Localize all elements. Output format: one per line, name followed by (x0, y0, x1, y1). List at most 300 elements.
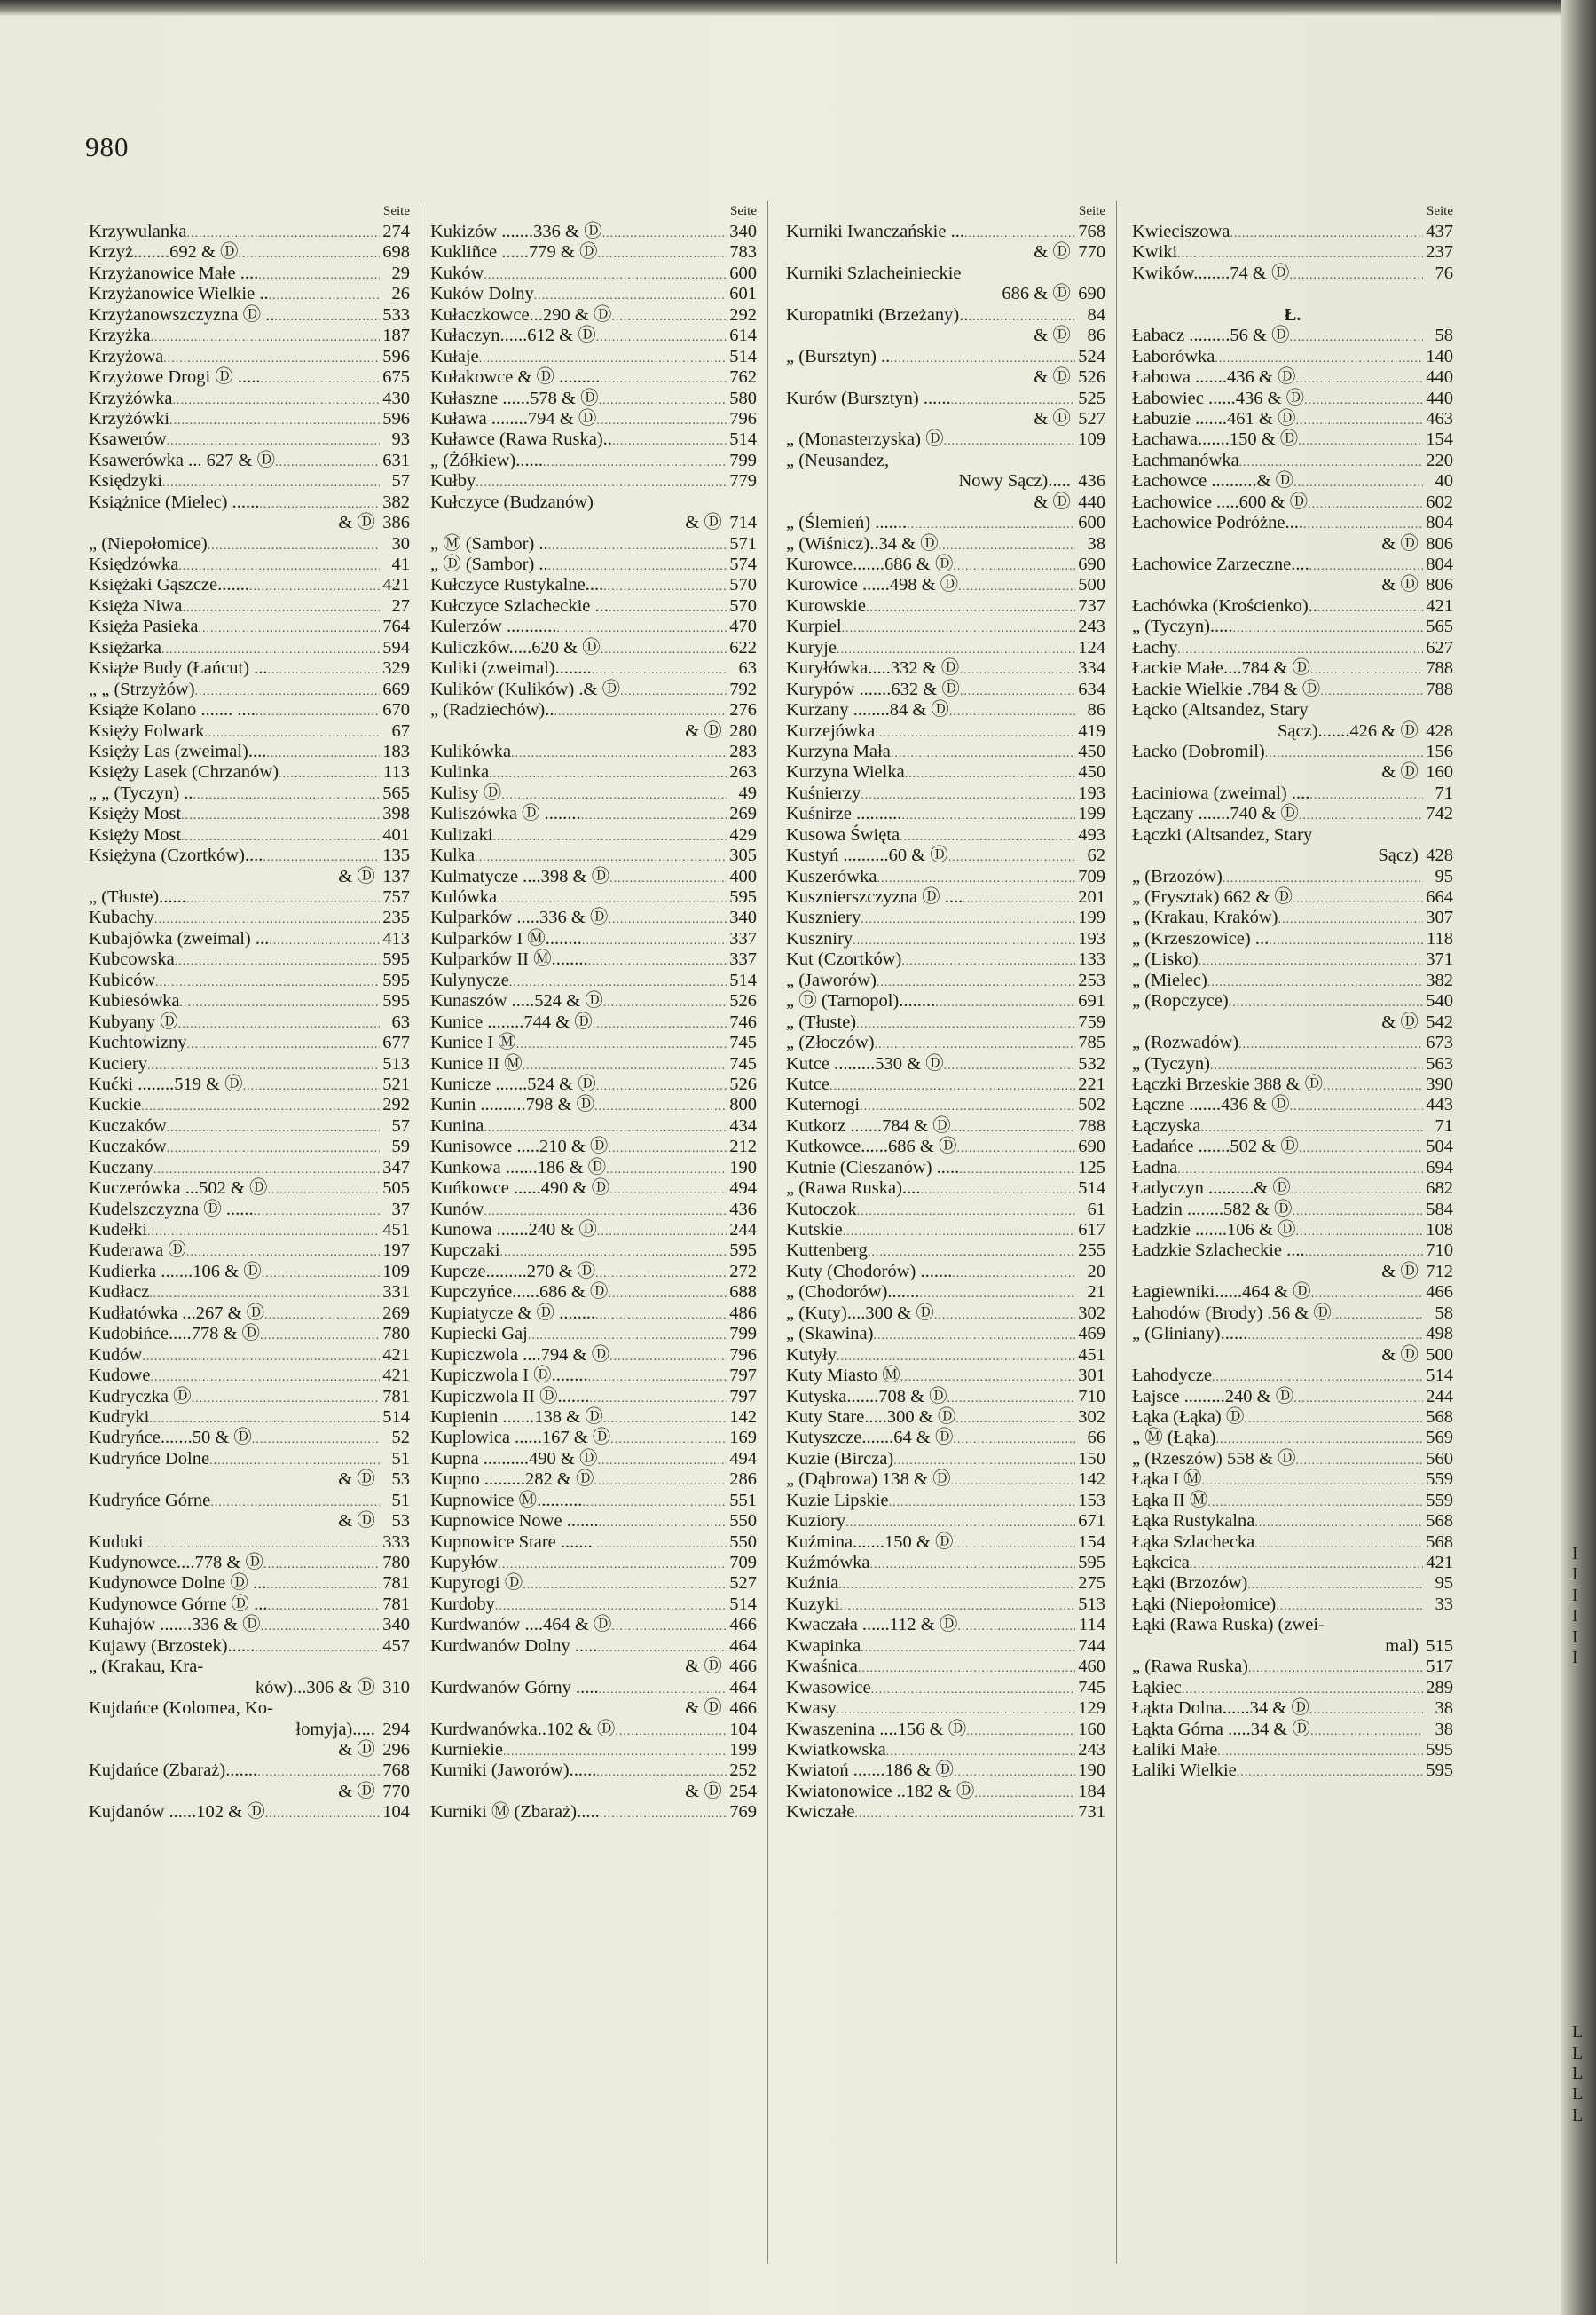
entry-name: Kurdwanówka..102 & Ⓓ (430, 1719, 616, 1739)
entry-name: Ksawerów (89, 429, 167, 450)
dot-leader (612, 431, 727, 452)
index-entry (786, 513, 1105, 533)
dot-leader (956, 1138, 1075, 1159)
page-reference: 183 (382, 741, 410, 761)
dot-leader (935, 993, 1075, 1013)
index-entry (1132, 991, 1453, 1012)
page-reference: 382 (382, 492, 410, 512)
page-reference: 788 (1426, 658, 1453, 679)
page-reference: 160 (1426, 762, 1453, 783)
index-entry (430, 658, 757, 679)
index-entry (430, 1282, 757, 1303)
entry-name: Kwiczałe (786, 1802, 855, 1823)
page-reference: 142 (729, 1406, 757, 1427)
index-entry (1132, 1137, 1453, 1157)
entry-name: Kupyłów (430, 1553, 499, 1572)
index-entry (430, 596, 757, 617)
index-entry (786, 1720, 1105, 1740)
entry-name: Księża Pasieka (89, 617, 199, 637)
page-reference: 569 (1426, 1428, 1453, 1448)
dot-leader (589, 1389, 727, 1409)
page-reference: 745 (729, 1033, 757, 1053)
index-entry (430, 1137, 757, 1157)
entry-name: Ładzkie Szlacheckie .... (1132, 1240, 1305, 1261)
page-reference: 601 (729, 284, 757, 304)
entry-name: Kunkowa .......186 & Ⓓ (430, 1157, 607, 1177)
entry-name: Kuszniry (786, 928, 853, 949)
entry-name: Kudowe (89, 1366, 151, 1386)
page-reference: 440 (1078, 492, 1105, 512)
entry-continuation (1132, 762, 1453, 783)
dot-leader (1233, 618, 1423, 639)
entry-name: Kuźmówka (786, 1553, 870, 1572)
page-reference: 52 (391, 1428, 410, 1448)
dot-leader (186, 224, 380, 244)
bleed-mark (1572, 1960, 1592, 1980)
dot-leader (153, 1160, 380, 1180)
index-entry (1132, 1387, 1453, 1407)
page-reference: 289 (1426, 1677, 1453, 1697)
entry-name: Nowy Sącz)..... (958, 471, 1071, 492)
index-entry (430, 242, 757, 263)
page-reference: 390 (1426, 1074, 1453, 1094)
bleed-mark: L (1572, 2063, 1584, 2083)
entry-continuation (430, 1782, 757, 1802)
dot-leader (548, 556, 727, 577)
dot-leader (258, 265, 380, 286)
index-entry (786, 1802, 1105, 1823)
dot-leader (528, 1326, 727, 1346)
page-reference: 307 (1426, 908, 1453, 928)
entry-name: Łąki (Rawa Ruska) (zwei- (1132, 1615, 1325, 1635)
dot-leader (957, 1617, 1075, 1637)
dot-leader (952, 1264, 1075, 1284)
page-reference: 517 (1426, 1657, 1453, 1677)
index-entry (430, 326, 757, 346)
entry-name: & Ⓓ (1034, 242, 1071, 263)
entry-name: Kułby (430, 471, 476, 492)
page-reference: 294 (382, 1719, 410, 1739)
index-entry (430, 825, 757, 846)
page-reference: 796 (729, 408, 757, 429)
index-entry (1132, 1303, 1453, 1324)
page-reference: 521 (382, 1074, 410, 1094)
page-reference: 63 (738, 658, 757, 679)
index-column-4 (1132, 201, 1453, 1782)
index-entry (786, 305, 1105, 326)
index-entry (786, 1282, 1105, 1303)
index-entry (1132, 1615, 1453, 1635)
entry-name: „ (Rzeszów) 558 & Ⓓ (1132, 1448, 1296, 1469)
index-entry (1132, 389, 1453, 409)
dot-leader (837, 1700, 1075, 1721)
entry-name: Ładzin ........582 & Ⓓ (1132, 1199, 1293, 1219)
dot-leader (602, 224, 727, 244)
page-reference: 464 (729, 1677, 757, 1697)
dot-leader (1295, 1222, 1423, 1242)
page-reference: 514 (729, 429, 757, 450)
page-reference: 690 (1078, 555, 1105, 574)
page-reference: 526 (729, 991, 757, 1012)
index-entry (786, 991, 1105, 1012)
index-entry (430, 1095, 757, 1115)
index-entry (1132, 326, 1453, 346)
dot-leader (900, 827, 1075, 847)
entry-name: Kuszniery (786, 908, 861, 928)
entry-name: Kunice I Ⓜ (430, 1033, 516, 1053)
entry-name: Kujdanów ......102 & Ⓓ (89, 1802, 265, 1823)
index-entry (430, 1491, 757, 1511)
page-reference: 199 (729, 1739, 757, 1760)
page-reference: 742 (1426, 804, 1453, 824)
column-divider (767, 201, 768, 2264)
entry-name: Łajsce .........240 & Ⓓ (1132, 1386, 1294, 1406)
entry-continuation (89, 1678, 410, 1698)
page-reference: 757 (382, 887, 410, 907)
dot-leader (1332, 1305, 1423, 1326)
index-entry (786, 638, 1105, 658)
dot-leader (1265, 744, 1423, 764)
dot-leader (1199, 951, 1423, 972)
entry-name: Księdzówka (89, 555, 179, 574)
entry-name: Kułaszne ......578 & Ⓓ (430, 388, 599, 408)
dot-leader (167, 1118, 380, 1138)
page-reference: 421 (382, 1366, 410, 1386)
entry-name: Krzyżowe Drogi Ⓓ ..... (89, 367, 261, 388)
index-entry (430, 1200, 757, 1220)
dot-leader (268, 1596, 380, 1617)
bleed-mark (1572, 1980, 1592, 2001)
seite-header: Seite (1079, 204, 1105, 218)
entry-name: „ Ⓜ (Sambor) .. (430, 533, 548, 554)
index-entry (1132, 1366, 1453, 1386)
page-reference: 540 (1426, 991, 1453, 1012)
index-entry (89, 305, 410, 326)
entry-name: & Ⓓ (1034, 367, 1071, 388)
entry-name: Kurowce.......686 & Ⓓ (786, 555, 954, 574)
page-reference: 797 (729, 1366, 757, 1386)
page-reference: 21 (1087, 1282, 1105, 1303)
page-reference: 84 (1087, 304, 1105, 325)
dot-leader (266, 744, 380, 764)
entry-name: Łachmanówka (1132, 450, 1239, 470)
page-reference: 38 (1435, 1719, 1453, 1739)
entry-name: „ (Brzozów) (1132, 866, 1223, 886)
index-entry (786, 1740, 1105, 1760)
index-entry (1132, 513, 1453, 533)
index-entry (89, 971, 410, 991)
index-entry (1132, 451, 1453, 471)
index-entry (430, 1760, 757, 1781)
entry-name: Kupna ..........490 & Ⓓ (430, 1448, 598, 1469)
index-entry (430, 1075, 757, 1095)
page-reference: 469 (1078, 1324, 1105, 1344)
entry-name: Kuckie (89, 1095, 142, 1115)
dot-leader (1295, 369, 1423, 390)
page-reference: 140 (1426, 346, 1453, 366)
entry-name: Kudłatówka ...267 & Ⓓ (89, 1303, 265, 1323)
page-reference: 193 (1078, 928, 1105, 949)
page-reference: 595 (1078, 1553, 1105, 1572)
index-entry (1132, 949, 1453, 970)
page-reference: 421 (1426, 595, 1453, 616)
index-entry (430, 1407, 757, 1428)
page-reference: 436 (729, 1199, 757, 1219)
dot-leader (147, 1056, 380, 1076)
dot-leader (252, 1429, 380, 1450)
entry-name: Kułakowce & Ⓓ ......... (430, 367, 601, 388)
entry-name: Ładańce .......502 & Ⓓ (1132, 1137, 1299, 1157)
dot-leader (154, 909, 380, 930)
entry-name: Kulerzów ........... (430, 617, 557, 637)
entry-name: Łącko (Altsandez, Stary (1132, 700, 1309, 720)
index-entry (430, 908, 757, 928)
entry-continuation (1132, 1636, 1453, 1657)
dot-leader (254, 1201, 380, 1222)
dot-leader (178, 556, 380, 577)
entry-name: Kudryńce.......50 & Ⓓ (89, 1428, 252, 1448)
dot-leader (1207, 1492, 1423, 1513)
page-reference: 712 (1426, 1261, 1453, 1281)
dot-leader (243, 1076, 380, 1097)
index-entry (89, 1095, 410, 1115)
dot-leader (261, 1617, 380, 1637)
bleed-mark: I (1572, 1606, 1578, 1626)
entry-name: Kurniki Ⓜ (Zbaraż)..... (430, 1802, 600, 1823)
entry-name: Kupczyńce......686 & Ⓓ (430, 1282, 609, 1303)
index-entry (430, 700, 757, 720)
dot-leader (1207, 972, 1423, 993)
bleed-mark (1572, 1918, 1592, 1939)
entry-name: Kupczaki (430, 1240, 500, 1261)
dot-leader (901, 806, 1075, 826)
dot-leader (484, 1118, 727, 1138)
index-entry (1132, 1033, 1453, 1053)
entry-name: Łachawa.......150 & Ⓓ (1132, 429, 1299, 450)
page-reference: 565 (382, 783, 410, 803)
dot-leader (1293, 473, 1423, 493)
page-reference: 201 (1078, 887, 1105, 907)
entry-name: Kurowskie (786, 595, 866, 616)
index-entry (1132, 867, 1453, 887)
index-entry (1132, 1657, 1453, 1677)
entry-continuation (89, 1511, 410, 1532)
index-entry (1132, 1075, 1453, 1095)
bleed-mark: I (1572, 1585, 1578, 1605)
index-entry (1132, 1573, 1453, 1594)
index-entry (1132, 1158, 1453, 1178)
dot-leader (264, 1305, 380, 1326)
page-reference: 190 (1078, 1760, 1105, 1781)
entry-name: Kulinka (430, 762, 490, 783)
entry-name: Łaliki Małe (1132, 1739, 1218, 1760)
index-entry (1132, 492, 1453, 513)
page-reference: 768 (382, 1760, 410, 1781)
page-reference: 527 (729, 1573, 757, 1594)
page-reference: 542 (1426, 1012, 1453, 1032)
dot-leader (944, 1056, 1075, 1076)
dot-leader (954, 1762, 1075, 1783)
page-reference: 419 (1078, 720, 1105, 741)
page-reference: 40 (1435, 471, 1453, 492)
entry-name: Kuzie (Bircza) (786, 1448, 894, 1469)
page-reference: 690 (1078, 284, 1105, 304)
page-reference: 595 (729, 887, 757, 907)
index-entry (430, 1740, 757, 1760)
entry-name: mal) (1385, 1635, 1419, 1656)
page-reference: 799 (729, 450, 757, 470)
index-entry (89, 1387, 410, 1407)
entry-name: Łączany .......740 & Ⓓ (1132, 804, 1299, 824)
entry-continuation (430, 721, 757, 742)
page-reference: 470 (729, 617, 757, 637)
index-entry (786, 804, 1105, 824)
index-entry (786, 1491, 1105, 1511)
index-entry (430, 1678, 757, 1698)
dot-leader (186, 1242, 380, 1263)
entry-name: Kuczerówka ...502 & Ⓓ (89, 1178, 268, 1199)
dot-leader (1293, 1389, 1423, 1409)
index-entry (430, 1615, 757, 1635)
index-entry (786, 762, 1105, 783)
page-reference: 275 (1078, 1573, 1105, 1594)
index-entry (1132, 638, 1453, 658)
index-entry (786, 389, 1105, 409)
page-reference: 800 (729, 1095, 757, 1115)
entry-name: Kunisowce .....210 & Ⓓ (430, 1137, 609, 1157)
page-reference: 371 (1426, 949, 1453, 970)
page-reference: 526 (1078, 367, 1105, 388)
entry-name: „ (Frysztak) 662 & Ⓓ (1132, 887, 1293, 907)
page-reference: 550 (729, 1511, 757, 1532)
page-reference: 386 (382, 513, 410, 533)
index-entry (430, 742, 757, 762)
dot-leader (597, 1451, 727, 1471)
dot-leader (1295, 411, 1423, 431)
dot-leader (1238, 1035, 1423, 1055)
page-reference: 551 (729, 1490, 757, 1510)
index-entry (786, 1240, 1105, 1261)
dot-leader (861, 909, 1075, 930)
dot-leader (181, 806, 380, 826)
index-entry (786, 721, 1105, 742)
entry-name: Książnice (Mielec) ...... (89, 492, 260, 512)
index-entry (89, 1428, 410, 1448)
page-reference: 559 (1426, 1490, 1453, 1510)
page-reference: 565 (1426, 617, 1453, 637)
dot-leader (274, 307, 380, 327)
page-reference: 595 (1426, 1739, 1453, 1760)
page-reference: 532 (1078, 1053, 1105, 1074)
entry-name: Kupienin .......138 & Ⓓ (430, 1406, 603, 1427)
entry-name: Księżarka (89, 637, 161, 657)
dot-leader (838, 1575, 1075, 1595)
index-entry (89, 264, 410, 284)
page-reference: 244 (729, 1220, 757, 1240)
index-entry (786, 1760, 1105, 1781)
entry-name: „ (Ślemień) ....... (786, 513, 908, 533)
entry-name: „ (Kuty)....300 & Ⓓ (786, 1303, 934, 1323)
entry-name: Kubcowska (89, 949, 175, 970)
entry-name: Łabuzie .......461 & Ⓓ (1132, 408, 1296, 429)
index-entry (89, 389, 410, 409)
index-entry (786, 1345, 1105, 1366)
entry-name: Krzyżanowice Małe .... (89, 263, 259, 283)
index-entry (89, 721, 410, 742)
dot-leader (889, 1492, 1075, 1513)
index-entry (89, 1636, 410, 1657)
dot-leader (596, 1076, 727, 1097)
entry-name: Kulizaki (430, 824, 493, 845)
dot-leader (142, 1347, 380, 1367)
entry-name: Kuplowica ......167 & Ⓓ (430, 1428, 611, 1448)
dot-leader (1309, 785, 1423, 806)
page-reference: 710 (1426, 1240, 1453, 1261)
dot-leader (875, 723, 1075, 744)
index-entry (786, 1782, 1105, 1802)
entry-continuation (89, 1740, 410, 1760)
bleed-mark (1572, 1752, 1592, 1772)
page-reference: 63 (391, 1012, 410, 1032)
index-entry (786, 846, 1105, 866)
entry-name: Kurzany ........84 & Ⓓ (786, 700, 949, 720)
entry-name: „ (Gliniany)...... (1132, 1324, 1248, 1344)
index-entry (786, 1407, 1105, 1428)
entry-name: „ (Niepołomice) (89, 533, 208, 554)
page-reference: 160 (1078, 1719, 1105, 1739)
page-reference: 253 (1078, 970, 1105, 990)
index-entry (89, 242, 410, 263)
page-reference: 584 (1426, 1199, 1453, 1219)
page-reference: 243 (1078, 1739, 1105, 1760)
index-entry (430, 1802, 757, 1823)
index-entry (786, 1449, 1105, 1469)
dot-leader (1177, 244, 1423, 264)
dot-leader (1320, 681, 1423, 702)
entry-name: Kunaszów .....524 & Ⓓ (430, 991, 603, 1012)
page-reference: 340 (382, 1615, 410, 1635)
index-entry (786, 949, 1105, 970)
page-reference: 49 (738, 783, 757, 803)
entry-name: Kurypów .......632 & Ⓓ (786, 679, 960, 699)
page-reference: 296 (382, 1739, 410, 1760)
page-reference: 61 (1087, 1199, 1105, 1219)
dot-leader (150, 327, 380, 348)
entry-name: Kuliszówka Ⓓ ........ (430, 804, 581, 824)
page-reference: 428 (1426, 846, 1453, 866)
page-reference: 797 (729, 1386, 757, 1406)
entry-continuation (1132, 1262, 1453, 1282)
dot-leader (856, 1014, 1075, 1035)
dot-leader (1305, 1242, 1423, 1263)
page-reference: 622 (729, 637, 757, 657)
page-reference: 263 (729, 762, 757, 783)
page-reference: 302 (1078, 1303, 1105, 1323)
page-reference: 759 (1078, 1012, 1105, 1032)
page-reference: 104 (382, 1802, 410, 1823)
page-reference: 780 (382, 1553, 410, 1572)
entry-name: Kuszerówka (786, 866, 877, 886)
page-reference: 26 (391, 284, 410, 304)
index-entry (786, 680, 1105, 700)
page-reference: 340 (729, 222, 757, 241)
page-reference: 457 (382, 1635, 410, 1656)
index-entry (430, 1240, 757, 1261)
page-reference: 337 (729, 928, 757, 949)
page-reference: 51 (391, 1490, 410, 1510)
index-entry (430, 680, 757, 700)
entry-name: Łączki (Altsandez, Stary (1132, 824, 1313, 845)
